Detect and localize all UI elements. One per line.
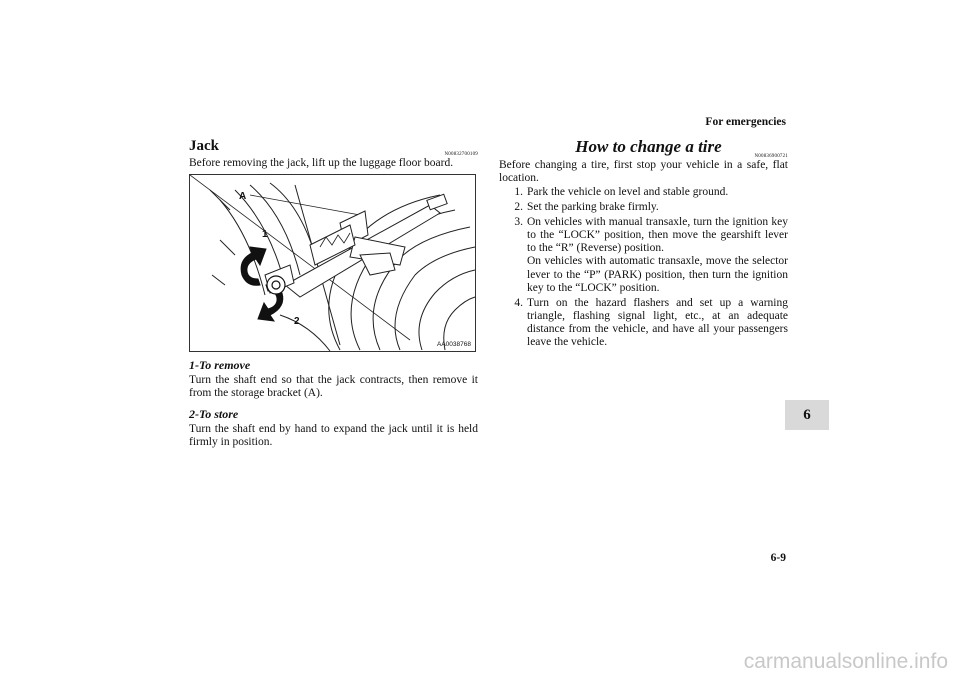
store-text: Turn the shaft end by hand to expand the jack until it is held firmly in position. bbox=[189, 422, 478, 448]
remove-heading: 1-To remove bbox=[189, 358, 251, 373]
list-item: 3. On vehicles with manual transaxle, turn the ignition key to the “LOCK” position, then move the gearshift lever to the “R” (Reverse) position. On vehicles with automatic transaxle, move the selector lever to the “P” (PARK) position, then turn the ignition key to the “LOCK” position. bbox=[514, 215, 788, 294]
store-heading: 2-To store bbox=[189, 406, 239, 421]
list-item: 4. Turn on the hazard flashers and set up a warning triangle, flashing signal light, etc., at an adequate distance from the vehicle, and have all your passengers leave the vehicle. bbox=[514, 296, 788, 349]
change-tire-section bbox=[499, 138, 788, 351]
remove-text: Turn the shaft end so that the jack contracts, then remove it from the storage bracket (A). bbox=[189, 374, 478, 400]
jack-intro: Before removing the jack, lift up the luggage floor board. bbox=[189, 157, 454, 169]
jack-illustration bbox=[189, 174, 476, 352]
running-header: For emergencies bbox=[705, 116, 786, 128]
change-tire-intro: Before changing a tire, first stop your vehicle in a safe, flat location. bbox=[499, 159, 788, 185]
label-2: 2 bbox=[294, 316, 300, 328]
watermark: carmanualsonline.info bbox=[743, 650, 948, 673]
label-1: 1 bbox=[262, 229, 268, 241]
jack-drawing bbox=[190, 175, 477, 353]
step-3-automatic: On vehicles with automatic transaxle, move the selector lever to the “P” (PARK) position, then turn the ignition key to the “LOCK” position. bbox=[527, 255, 788, 294]
jack-section bbox=[189, 138, 478, 449]
list-item: 1. Park the vehicle on level and stable ground. bbox=[514, 186, 729, 199]
page-number: 6-9 bbox=[770, 552, 786, 564]
list-item: 2. Set the parking brake firmly. bbox=[514, 201, 659, 214]
jack-title: Jack bbox=[189, 138, 219, 154]
label-a: A bbox=[239, 191, 247, 203]
change-tire-title: How to change a tire bbox=[575, 137, 722, 156]
jack-code: N00832700109 bbox=[444, 152, 478, 157]
step-3-manual: On vehicles with manual transaxle, turn the ignition key to the “LOCK” position, then move the gearshift lever to the “R” (Reverse) position. bbox=[527, 215, 788, 255]
change-tire-code: N00836900721 bbox=[754, 154, 788, 159]
figure-code: AA0038768 bbox=[437, 341, 471, 349]
steps-list bbox=[499, 186, 788, 349]
chapter-tab: 6 bbox=[785, 400, 829, 430]
